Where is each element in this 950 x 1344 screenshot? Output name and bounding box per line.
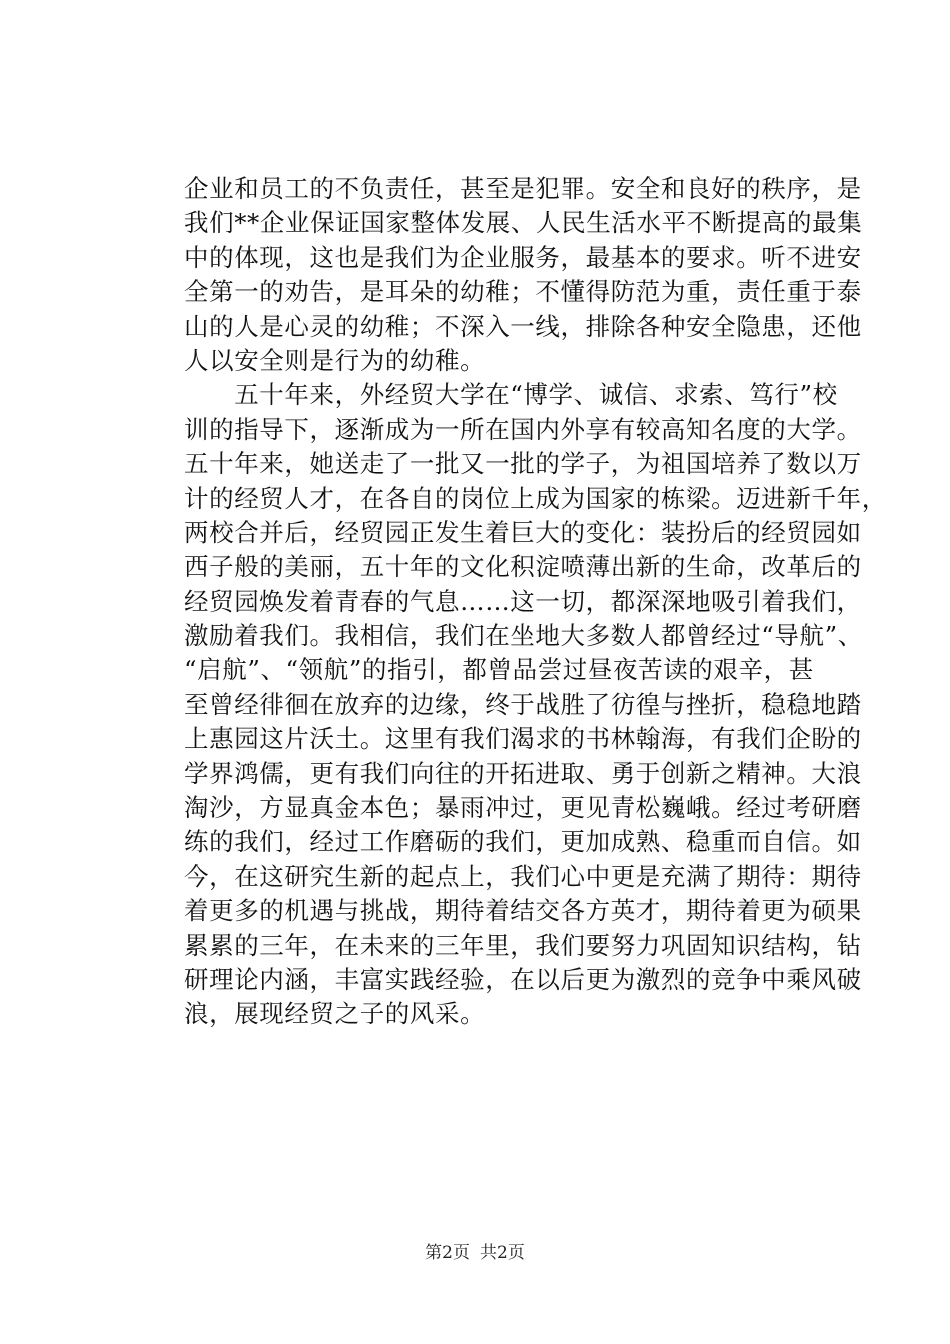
body-text [184,172,887,1032]
text-line: 五十年来，她送走了一批又一批的学子，为祖国培养了数以万 [184,449,862,479]
text-line: 西子般的美丽，五十年的文化积淀喷薄出新的生命，改革后的 [184,552,862,582]
text-line: 全第一的劝告，是耳朵的幼稚；不懂得防范为重，责任重于泰 [184,277,862,307]
text-line: 今，在这研究生新的起点上，我们心中更是充满了期待：期待 [184,861,862,891]
text-line: 经贸园焕发着青春的气息……这一切，都深深地吸引着我们， [184,586,862,616]
text-line: 练的我们，经过工作磨砺的我们，更加成熟、稳重而自信。如 [184,827,862,857]
text-line: 上惠园这片沃土。这里有我们渴求的书林翰海，有我们企盼的 [184,724,862,754]
text-line: 激励着我们。我相信，我们在坐地大多数人都曾经过“导航”、 [184,621,863,651]
page-total: 共2页 [480,1243,525,1263]
text-line: 山的人是心灵的幼稚；不深入一线，排除各种安全隐患，还他 [184,311,862,341]
text-line: 学界鸿儒，更有我们向往的开拓进取、勇于创新之精神。大浪 [184,758,862,788]
text-line: 计的经贸人才，在各自的岗位上成为国家的栋梁。迈进新千年， [184,483,887,513]
text-line: “启航”、“领航”的指引，都曾品尝过昼夜苦读的艰辛，甚 [184,655,814,685]
text-line: 着更多的机遇与挑战，期待着结交各方英才，期待着更为硕果 [184,896,862,926]
page-number: 第2页 [425,1243,470,1263]
text-line: 人以安全则是行为的幼稚。 [184,345,486,375]
text-line: 训的指导下，逐渐成为一所在国内外享有较高知名度的大学。 [184,414,862,444]
text-line: 两校合并后，经贸园正发生着巨大的变化：装扮后的经贸园如 [184,517,862,547]
text-line: 浪，展现经贸之子的风采。 [184,999,486,1029]
text-line: 企业和员工的不负责任，甚至是犯罪。安全和良好的秩序，是 [184,174,862,203]
text-line: 我们**企业保证国家整体发展、人民生活水平不断提高的最集 [184,208,863,238]
text-line: 淘沙，方显真金本色；暴雨冲过，更见青松巍峨。经过考研磨 [184,793,862,823]
text-line: 中的体现，这也是我们为企业服务，最基本的要求。听不进安 [184,242,862,272]
text-line: 研理论内涵，丰富实践经验，在以后更为激烈的竞争中乘风破 [184,964,862,994]
page-footer [0,1242,950,1264]
text-line: 至曾经徘徊在放弃的边缘，终于战胜了彷徨与挫折，稳稳地踏 [184,689,862,719]
text-line: 五十年来，外经贸大学在“博学、诚信、求索、笃行”校 [184,380,838,410]
text-line: 累累的三年，在未来的三年里，我们要努力巩固知识结构，钻 [184,930,862,960]
